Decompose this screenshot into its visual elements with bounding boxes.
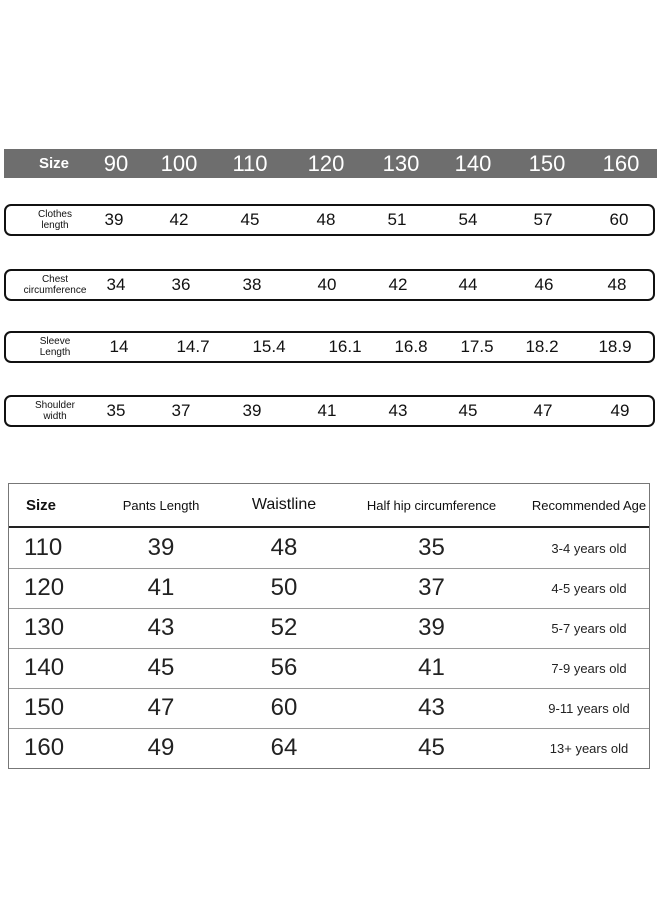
size-90: 90: [103, 151, 129, 176]
cell-waistline: 56: [270, 654, 298, 681]
cell-pants-length: 41: [147, 574, 175, 601]
cell-value: 45: [458, 401, 478, 420]
row-sleeve-length: [4, 331, 655, 363]
size-100: 100: [160, 151, 198, 176]
table-row: [9, 528, 649, 568]
cell-size: 110: [24, 534, 63, 561]
row-clothes-length: [4, 204, 655, 236]
cell-value: 42: [169, 210, 189, 229]
cell-age: 3-4 years old: [551, 540, 627, 556]
cell-value: 14.7: [176, 337, 210, 356]
cell-value: 14: [109, 337, 129, 356]
size-130: 130: [382, 151, 420, 176]
cell-size: 130: [24, 614, 65, 641]
row-chest-circumference: [4, 269, 655, 301]
header-waistline: Waistline: [251, 496, 317, 513]
cell-value: 35: [106, 401, 126, 420]
cell-value: 47: [533, 401, 553, 420]
table-row: [9, 608, 649, 648]
header-pants-length: Pants Length: [122, 497, 200, 513]
cell-size: 140: [24, 654, 65, 681]
header-recommended-age: Recommended Age: [531, 497, 647, 513]
cell-size: 150: [24, 694, 65, 721]
cell-value: 40: [317, 275, 337, 294]
cell-age: 7-9 years old: [551, 660, 627, 676]
cell-value: 15.4: [252, 337, 286, 356]
cell-age: 9-11 years old: [548, 700, 630, 716]
row-label: Chest circumference: [23, 274, 87, 296]
cell-value: 46: [534, 275, 554, 294]
cell-value: 57: [533, 210, 553, 229]
cell-value: 16.8: [394, 337, 428, 356]
cell-age: 5-7 years old: [551, 620, 627, 636]
size-110: 110: [232, 151, 268, 176]
cell-pants-length: 39: [147, 534, 175, 561]
cell-value: 16.1: [328, 337, 362, 356]
cell-half-hip: 43: [418, 694, 445, 721]
cell-size: 160: [24, 734, 65, 761]
top-chart-header: [4, 149, 657, 178]
cell-half-hip: 35: [418, 534, 445, 561]
cell-waistline: 60: [270, 694, 298, 721]
cell-half-hip: 41: [418, 654, 445, 681]
header-size: Size: [26, 496, 57, 514]
cell-value: 39: [104, 210, 124, 229]
cell-waistline: 64: [270, 734, 298, 761]
cell-value: 18.2: [525, 337, 559, 356]
cell-age: 4-5 years old: [551, 580, 627, 596]
cell-value: 49: [610, 401, 630, 420]
cell-half-hip: 39: [418, 614, 445, 641]
row-label: Clothes length: [38, 209, 72, 231]
cell-size: 120: [24, 574, 65, 601]
cell-value: 38: [242, 275, 262, 294]
cell-value: 54: [458, 210, 478, 229]
cell-waistline: 52: [270, 614, 298, 641]
cell-value: 60: [609, 210, 629, 229]
cell-half-hip: 45: [418, 734, 445, 761]
cell-value: 45: [240, 210, 260, 229]
table-header: [9, 484, 649, 526]
cell-value: 18.9: [598, 337, 632, 356]
cell-value: 44: [458, 275, 478, 294]
size-150: 150: [528, 151, 566, 176]
cell-pants-length: 47: [147, 694, 175, 721]
row-label: Sleeve Length: [39, 336, 71, 358]
cell-pants-length: 49: [147, 734, 175, 761]
cell-age: 13+ years old: [549, 740, 629, 756]
cell-waistline: 48: [270, 534, 298, 561]
cell-pants-length: 43: [147, 614, 175, 641]
cell-value: 37: [171, 401, 191, 420]
cell-value: 43: [388, 401, 408, 420]
size-120: 120: [307, 151, 345, 176]
cell-pants-length: 45: [147, 654, 175, 681]
cell-value: 39: [242, 401, 262, 420]
top-size-label: Size: [38, 155, 69, 172]
row-label: Shoulder width: [34, 400, 76, 422]
cell-value: 48: [607, 275, 627, 294]
table-row: [9, 568, 649, 608]
cell-value: 41: [317, 401, 337, 420]
cell-value: 51: [387, 210, 407, 229]
cell-value: 48: [316, 210, 336, 229]
size-160: 160: [602, 151, 640, 176]
table-row: [9, 728, 649, 768]
cell-value: 17.5: [460, 337, 494, 356]
cell-value: 42: [388, 275, 408, 294]
table-row: [9, 688, 649, 728]
cell-value: 36: [171, 275, 191, 294]
pants-size-table: [8, 483, 650, 769]
cell-waistline: 50: [270, 574, 298, 601]
table-row: [9, 648, 649, 688]
header-half-hip: Half hip circumference: [366, 497, 497, 513]
cell-half-hip: 37: [418, 574, 445, 601]
row-shoulder-width: [4, 395, 655, 427]
cell-value: 34: [106, 275, 126, 294]
size-140: 140: [454, 151, 492, 176]
